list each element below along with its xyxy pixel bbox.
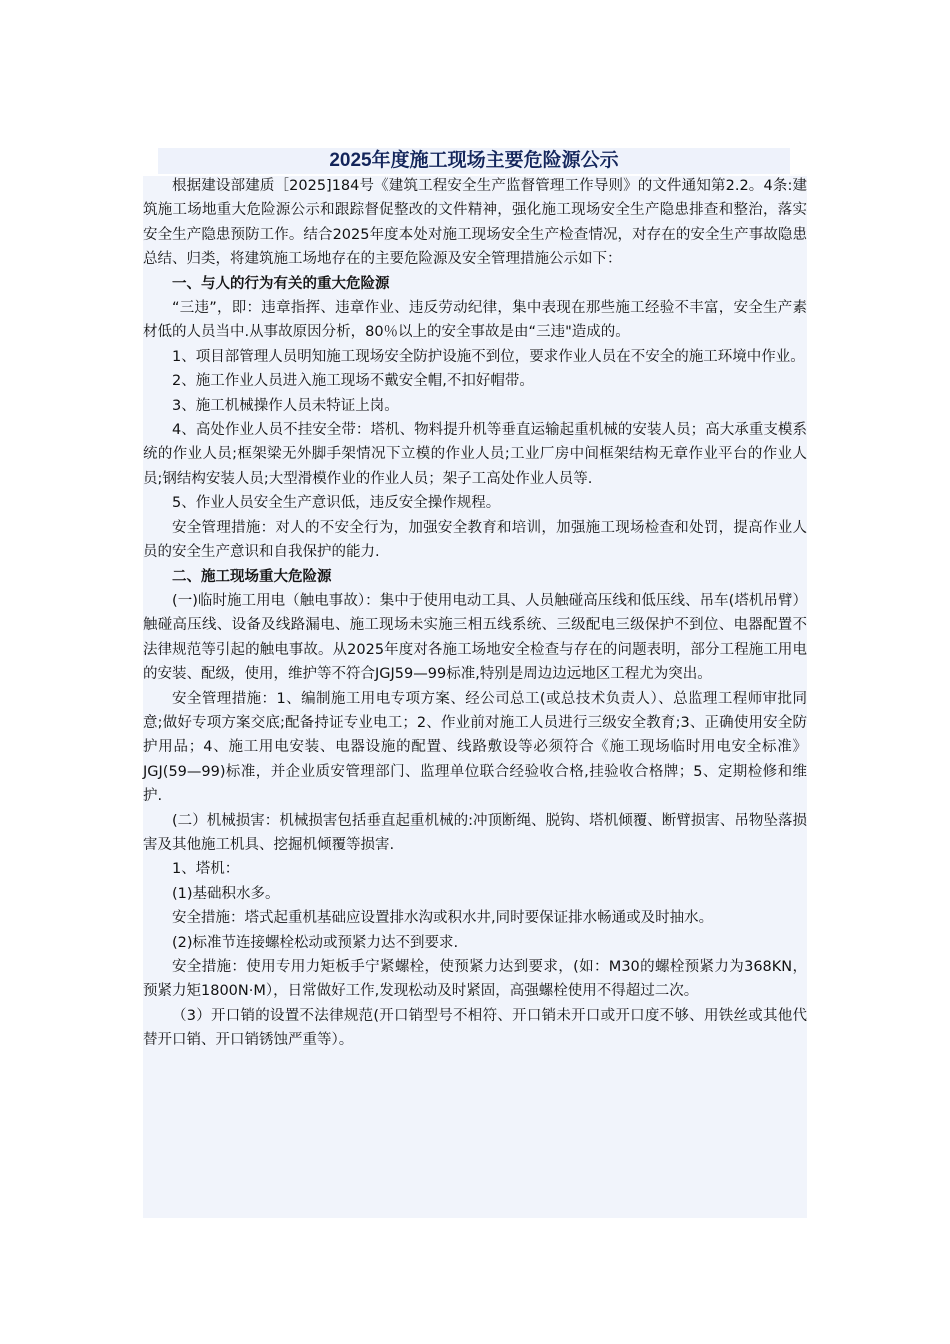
paragraph: (二）机械损害：机械损害包括垂直起重机械的:冲顶断绳、脱钩、塔机倾覆、断臂损害、吊物坠落损害及其他施工机具、挖掘机倾覆等损害. xyxy=(143,812,807,853)
paragraph: (2)标准节连接螺栓松动或预紧力达不到要求. xyxy=(172,934,459,951)
paragraph: (一)临时施工用电（触电事故）：集中于使用电动工具、人员触碰高压线和低压线、吊车(塔机吊臂）触碰高压线、设备及线路漏电、施工现场未实施三相五线系统、三级配电三级保护不到位、电器配置不法律规范等引起的触电事故。从2025年度对各施工场地安全检查与存在的问题表明，部分工程施工用电的安装、配级，使用，维护等不符合JGJ59—99标准,特别是周边边远地区工程尤为突出。 xyxy=(143,592,807,683)
paragraph: 5、作业人员安全生产意识低，违反安全操作规程。 xyxy=(172,495,501,512)
document-body xyxy=(143,174,807,1053)
paragraph: 2、施工作业人员进入施工现场不戴安全帽,不扣好帽带。 xyxy=(172,373,534,390)
paragraph: “三违”，即：违章指挥、违章作业、违反劳动纪律，集中表现在那些施工经验不丰富，安全生产素材低的人员当中.从事故原因分析，80％以上的安全事故是由“三违"造成的。 xyxy=(143,300,807,341)
paragraph: 根据建设部建质［2025]184号《建筑工程安全生产监督管理工作导则》的文件通知第2.2。4条:建筑施工场地重大危险源公示和跟踪督促整改的文件精神，强化施工现场安全生产隐患排查和整治，落实安全生产隐患预防工作。结合2025年度本处对施工现场安全生产检查情况，对存在的安全生产事故隐患总结、归类，将建筑施工场地存在的主要危险源及安全管理措施公示如下： xyxy=(143,178,807,268)
paragraph: 安全管理措施：对人的不安全行为，加强安全教育和培训，加强施工现场检查和处罚，提高作业人员的安全生产意识和自我保护的能力. xyxy=(143,519,807,561)
paragraph: (1)基础积水多。 xyxy=(172,885,280,902)
paragraph: 3、施工机械操作人员未特证上岗。 xyxy=(172,397,399,414)
paragraph: 4、高处作业人员不挂安全带：塔机、物料提升机等垂直运输起重机械的安装人员；高大承重支模系统的作业人员;框架梁无外脚手架情况下立模的作业人员;工业厂房中间框架结构无章作业平台的作业人员;钢结构安装人员;大型滑模作业的作业人员；架子工高处作业人员等. xyxy=(143,422,807,487)
paragraph: 安全管理措施：1、编制施工用电专项方案、经公司总工(或总技术负责人）、总监理工程师审批同意;做好专项方案交底;配备持证专业电工；2、作业前对施工人员进行三级安全教育;3、正确使用安全防护用品；4、施工用电安装、电器设施的配置、线路敷设等必须符合《施工现场临时用电安全标准》JGJ(59—99)标准，并企业质安管理部门、监理单位联合经验收合格,挂验收合格牌；5、定期检修和维护. xyxy=(143,690,807,805)
paragraph: 1、塔机： xyxy=(172,861,240,878)
section-heading: 二、施工现场重大危险源 xyxy=(172,568,332,585)
paragraph: 1、项目部管理人员明知施工现场安全防护设施不到位，要求作业人员在不安全的施工环境中作业。 xyxy=(172,348,805,365)
paragraph: 安全措施：使用专用力矩板手宁紧螺栓，使预紧力达到要求，(如：M30的螺栓预紧力为368KN，预紧力矩1800N·M），日常做好工作,发现松动及时紧固，高强螺栓使用不得超过二次。 xyxy=(143,959,807,1000)
section-heading: 一、与人的行为有关的重大危险源 xyxy=(172,275,390,292)
paragraph: （3）开口销的设置不法律规范(开口销型号不相符、开口销未开口或开口度不够、用铁丝或其他代替开口销、开口销锈蚀严重等）。 xyxy=(143,1007,807,1049)
paragraph: 安全措施：塔式起重机基础应设置排水沟或积水井,同时要保证排水畅通或及时抽水。 xyxy=(172,910,714,927)
document-title: 2025年度施工现场主要危险源公示 xyxy=(329,150,619,171)
